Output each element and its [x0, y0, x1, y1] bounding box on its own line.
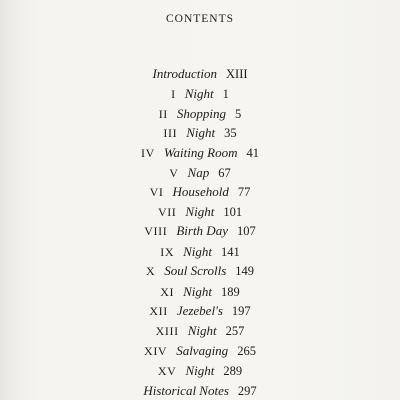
toc-entry-7 — [0, 204, 400, 220]
chapter-numeral: I — [171, 87, 176, 101]
chapter-title: Historical Notes — [143, 383, 229, 398]
chapter-title: Salvaging — [176, 343, 229, 358]
chapter-title: Night — [184, 86, 214, 101]
chapter-numeral: VI — [149, 185, 164, 199]
page-number: 35 — [224, 126, 237, 140]
toc-entry-11 — [0, 284, 400, 300]
chapter-title: Night — [187, 323, 217, 338]
chapter-title: Birth Day — [176, 223, 228, 238]
toc-entry-historical-notes — [0, 383, 400, 399]
page-number: 297 — [237, 384, 257, 398]
chapter-numeral: VII — [157, 205, 177, 219]
chapter-title: Shopping — [176, 106, 227, 121]
toc-entry-2 — [0, 106, 400, 122]
chapter-numeral: IX — [160, 245, 175, 259]
page-title: CONTENTS — [165, 13, 235, 25]
toc-entry-1 — [0, 86, 400, 102]
page-number: 265 — [237, 344, 256, 358]
page-number: 1 — [222, 87, 229, 101]
chapter-title: Nap — [187, 165, 210, 180]
toc-entry-13 — [0, 323, 400, 339]
chapter-numeral: III — [163, 126, 178, 140]
page-number: 189 — [221, 285, 240, 299]
chapter-numeral: IV — [141, 146, 155, 160]
chapter-numeral: II — [158, 107, 168, 121]
chapter-numeral: XII — [149, 304, 168, 318]
page-number: 257 — [225, 324, 245, 338]
page-number: 197 — [231, 304, 251, 318]
chapter-numeral: XV — [157, 364, 177, 378]
page-number: 149 — [235, 264, 255, 278]
toc-entry-6 — [0, 184, 400, 200]
chapter-numeral: V — [169, 166, 179, 180]
chapter-title: Jezebel's — [176, 303, 223, 318]
toc-entry-8 — [0, 223, 400, 239]
toc-entry-10 — [0, 263, 400, 279]
chapter-title: Night — [183, 284, 213, 299]
toc-entry-9 — [0, 244, 400, 260]
page-number: 77 — [237, 185, 251, 199]
toc-entry-15 — [0, 363, 400, 379]
toc-entry-14 — [0, 343, 400, 359]
chapter-title: Night — [185, 204, 215, 219]
page-number: 141 — [221, 245, 240, 259]
chapter-title: Waiting Room — [163, 145, 238, 160]
page-number: 41 — [246, 146, 259, 160]
page-number: 289 — [223, 364, 243, 378]
toc-entry-3 — [0, 125, 400, 141]
chapter-numeral: XIII — [155, 324, 179, 338]
toc-entry-5 — [0, 165, 400, 181]
page-number: 101 — [223, 205, 243, 219]
chapter-title: Household — [172, 184, 229, 199]
page-number: 107 — [236, 224, 256, 238]
chapter-numeral: X — [145, 264, 156, 278]
chapter-numeral: XI — [160, 285, 175, 299]
page-number: 67 — [218, 166, 231, 180]
chapter-title: Night — [185, 363, 215, 378]
chapter-numeral: XIV — [144, 344, 168, 358]
chapter-title: Night — [186, 125, 216, 140]
page-number: 5 — [235, 107, 242, 121]
chapter-numeral: VIII — [144, 224, 168, 238]
toc-entry-introduction — [0, 66, 400, 82]
chapter-title: Introduction — [152, 66, 217, 81]
toc-entry-4 — [0, 145, 400, 161]
chapter-title: Soul Scrolls — [164, 263, 227, 278]
toc-entry-12 — [0, 303, 400, 319]
page-number: XIII — [226, 67, 248, 81]
chapter-title: Night — [183, 244, 213, 259]
